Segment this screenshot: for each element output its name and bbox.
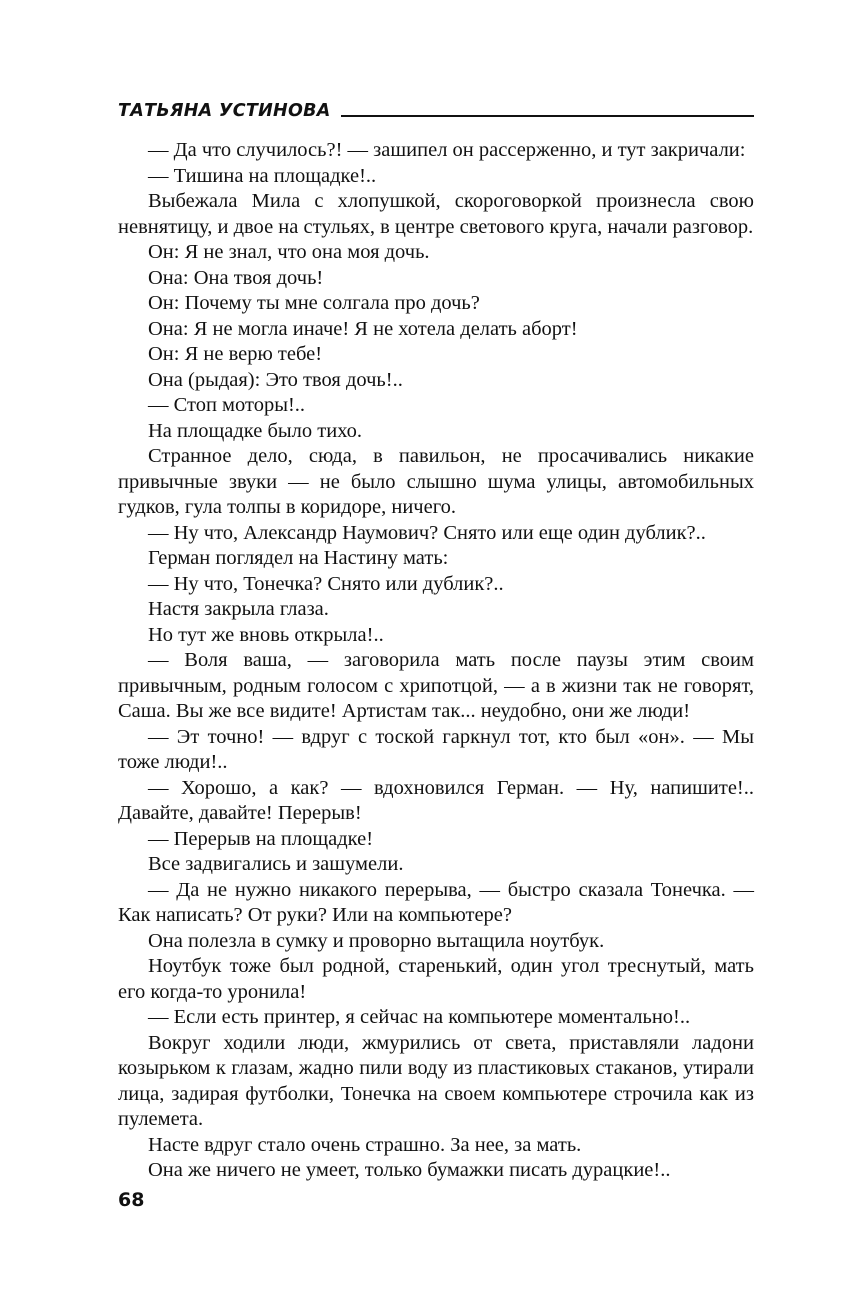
paragraph: — Эт точно! — вдруг с тоской гаркнул тот, кто был «он». — Мы тоже люди!..	[118, 725, 754, 773]
paragraph: Он: Почему ты мне солгала про дочь?	[148, 292, 480, 314]
paragraph: Она: Она твоя дочь!	[148, 266, 324, 289]
paragraph: Насте вдруг стало очень страшно. За нее, за мать.	[148, 1133, 582, 1156]
paragraph: Она полезла в сумку и проворно вытащила ноутбук.	[148, 929, 605, 952]
paragraph: Настя закрыла глаза.	[148, 598, 329, 620]
paragraph: Ноутбук тоже был родной, старенький, один угол треснутый, мать его когда-то уронила!	[118, 955, 754, 1003]
paragraph: Вокруг ходили люди, жмурились от света, приставляли ладони козырьком к глазам, жадно пили воду из пластиковых стаканов, утирали лица, задирая футболки, Тонечка на своем компьютере строчила как из пулемета.	[118, 1031, 754, 1130]
paragraph: — Да что случилось?! — зашипел он рассерженно, и тут закричали:	[148, 139, 746, 161]
paragraph: — Стоп моторы!..	[148, 394, 306, 416]
paragraph: — Ну что, Александр Наумович? Снято или еще один дублик?..	[148, 521, 706, 544]
paragraph: Герман поглядел на Настину мать:	[148, 547, 449, 569]
header-author: ТАТЬЯНА УСТИНОВА	[118, 100, 331, 121]
paragraph: — Тишина на площадке!..	[148, 164, 377, 187]
paragraph: Выбежала Мила с хлопушкой, скороговоркой произнесла свою невнятицу, и двое на стульях, в центре светового круга, начали разговор.	[118, 190, 754, 238]
paragraph: Странное дело, сюда, в павильон, не просачивались никакие привычные звуки — не было слышно шума улицы, автомобильных гудков, гула толпы в коридоре, ничего.	[118, 445, 754, 518]
paragraph: — Хорошо, а как? — вдохновился Герман. — Ну, напишите!.. Давайте, давайте! Перерыв!	[118, 776, 754, 824]
paragraph: — Воля ваша, — заговорила мать после паузы этим своим привычным, родным голосом с хрипотцой, — а в жизни так не говорят, Саша. Вы же все видите! Артистам так... неудобно, они же люди!	[118, 649, 754, 722]
paragraph: Он: Я не знал, что она моя дочь.	[148, 241, 430, 263]
paragraph: Она же ничего не умеет, только бумажки писать дурацкие!..	[148, 1159, 671, 1181]
paragraph: Но тут же вновь открыла!..	[148, 623, 384, 646]
paragraph: — Ну что, Тонечка? Снято или дублик?..	[148, 572, 504, 595]
paragraph: — Да не нужно никакого перерыва, — быстро сказала Тонечка. — Как написать? От руки? Или на компьютере?	[118, 878, 754, 926]
paragraph: Все задвигались и зашумели.	[148, 853, 404, 875]
paragraph: Она (рыдая): Это твоя дочь!..	[148, 368, 403, 391]
page-number: 68	[118, 1189, 145, 1211]
paragraph: Он: Я не верю тебе!	[148, 343, 323, 365]
running-header	[118, 94, 754, 124]
paragraph: — Перерыв на площадке!	[148, 827, 374, 850]
paragraph: Она: Я не могла иначе! Я не хотела делать аборт!	[148, 317, 578, 340]
body-text	[118, 138, 754, 1184]
paragraph: На площадке было тихо.	[148, 419, 363, 442]
paragraph: — Если есть принтер, я сейчас на компьютере моментально!..	[148, 1006, 691, 1028]
header-rule	[341, 115, 754, 117]
